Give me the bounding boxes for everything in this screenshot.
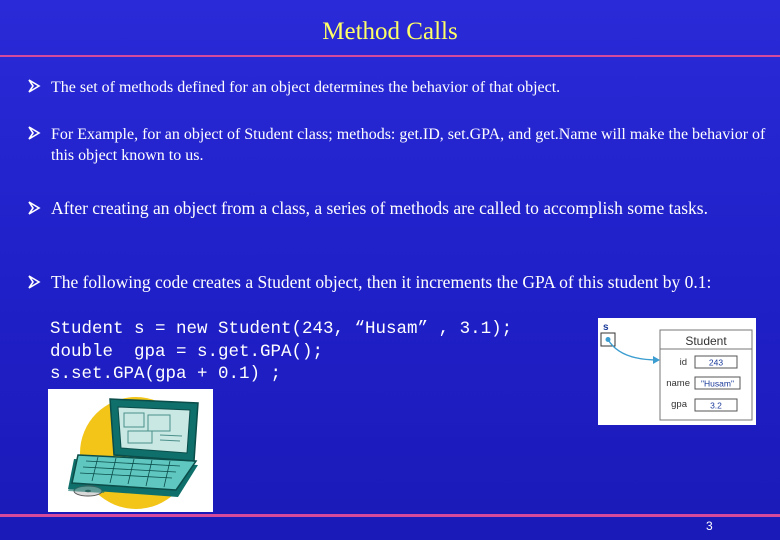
- arrow-bullet-icon: [27, 79, 41, 93]
- laptop-screen: [118, 407, 190, 453]
- code-block: [50, 318, 512, 386]
- bullet-text: After creating an object from a class, a series of methods are called to accomplish some tasks.: [51, 198, 708, 218]
- footer-divider: [0, 514, 780, 517]
- field-name-gpa: gpa: [671, 399, 687, 410]
- field-name-name: name: [666, 378, 690, 389]
- student-object-diagram: [598, 318, 756, 425]
- variable-label: s: [603, 322, 609, 333]
- code-line-3: s.set.GPA(gpa + 0.1) ;: [50, 364, 282, 384]
- bullet-text: For Example, for an object of Student class; methods: get.ID, set.GPA, and get.Name will make the behavior of this object known to us.: [51, 126, 766, 164]
- code-line-1: Student s = new Student(243, “Husam” , 3.1);: [50, 319, 513, 339]
- code-line-2: double gpa = s.get.GPA();: [50, 341, 324, 362]
- bullet-text: The set of methods defined for an object determines the behavior of that object.: [51, 79, 561, 96]
- title-divider: [0, 55, 780, 57]
- field-value-gpa: 3.2: [710, 400, 722, 411]
- field-name-id: id: [679, 357, 687, 368]
- field-value-name: "Husam": [701, 378, 734, 389]
- laptop-clipart-icon: [48, 389, 213, 512]
- bullet-text: The following code creates a Student object, then it increments the GPA of this student by 0.1:: [51, 272, 712, 292]
- field-value-id: 243: [708, 357, 724, 368]
- slide-title: Method Calls: [322, 18, 458, 45]
- class-name: Student: [685, 334, 727, 348]
- arrow-bullet-icon: [27, 275, 41, 289]
- page-number: 3: [706, 519, 713, 533]
- arrow-bullet-icon: [27, 201, 41, 215]
- arrow-bullet-icon: [27, 126, 41, 140]
